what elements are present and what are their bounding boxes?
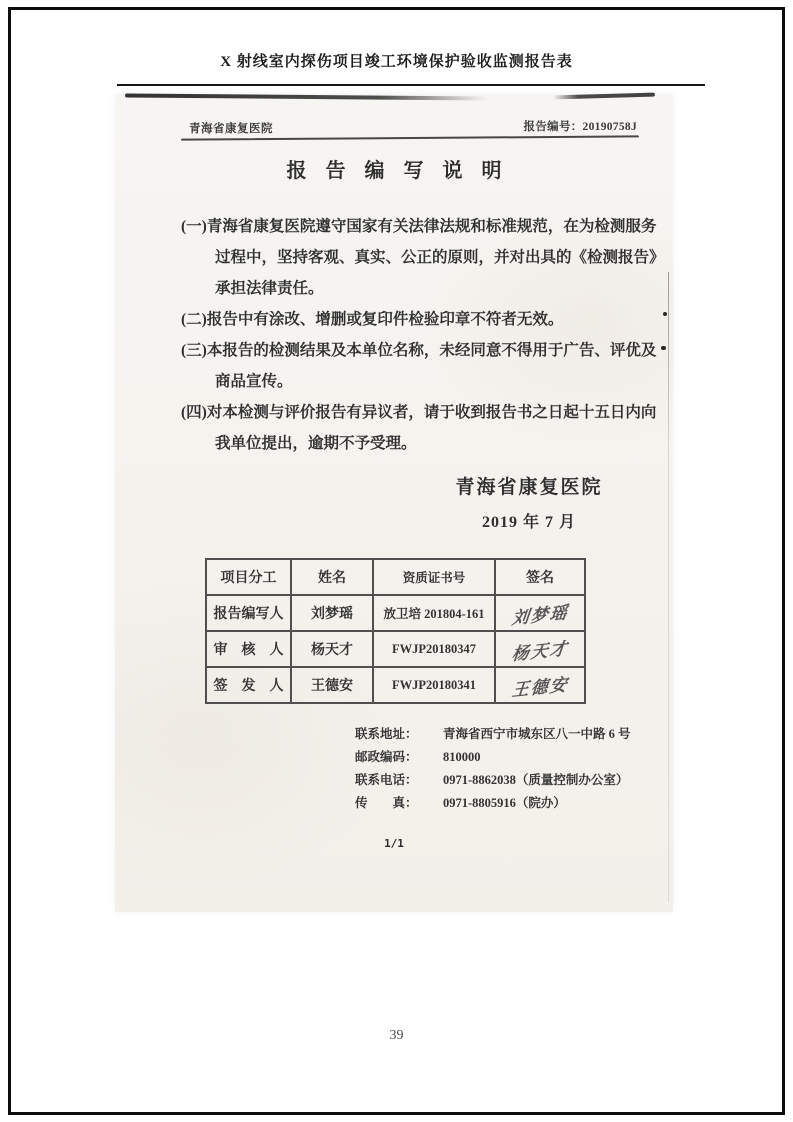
cell-signature — [495, 595, 585, 631]
contact-value: 0971-8862038（质量控制办公室） — [443, 773, 629, 787]
signature-table — [205, 558, 586, 704]
cell-cert: FWJP20180341 — [373, 667, 495, 703]
report-notes-paragraphs — [181, 211, 667, 459]
table-row — [206, 667, 585, 703]
paragraph-2: (二)报告中有涂改、增删或复印件检验印章不符者无效。 — [181, 311, 564, 328]
scan-edge-artifact — [553, 93, 655, 100]
document-page-number: 39 — [389, 1028, 404, 1043]
scan-header-divider — [181, 135, 639, 140]
header-role: 项目分工 — [206, 559, 291, 595]
report-notes-title: 报 告 编 写 说 明 — [286, 160, 509, 182]
paragraph-4: (四)对本检测与评价报告有异议者，请于收到报告书之日起十五日内向我单位提出，逾期不予受理。 — [181, 404, 657, 452]
scan-page-header — [115, 118, 673, 134]
scan-edge-artifact — [668, 272, 669, 902]
handwritten-signature: 王德安 — [510, 674, 570, 700]
cell-name: 王德安 — [291, 667, 373, 703]
paragraph-3: (三)本报告的检测结果及本单位名称，未经同意不得用于广告、评优及商品宣传。 — [181, 342, 657, 390]
issuer-block — [411, 472, 647, 532]
contact-label: 传 真： — [355, 796, 418, 810]
scanned-report-page — [115, 94, 673, 912]
handwritten-signature: 刘梦瑶 — [510, 602, 570, 628]
document-header-title: X 射线室内探伤项目竣工环境保护验收监测报告表 — [220, 54, 573, 70]
header-name: 姓名 — [291, 559, 373, 595]
table-row — [206, 631, 585, 667]
contact-block — [355, 726, 631, 812]
paragraph-1: (一)青海省康复医院遵守国家有关法律法规和标准规范，在为检测服务过程中，坚持客观、真实、公正的原则，并对出具的《检测报告》承担法律责任。 — [181, 218, 665, 297]
contact-label: 联系电话： — [355, 773, 418, 787]
cell-name: 杨天才 — [291, 631, 373, 667]
scan-page-indicator: 1/1 — [384, 837, 404, 850]
table-row — [206, 595, 585, 631]
cell-role: 签 发 人 — [206, 667, 291, 703]
cell-role: 审 核 人 — [206, 631, 291, 667]
hospital-name: 青海省康复医院 — [189, 123, 273, 135]
cell-name: 刘梦瑶 — [291, 595, 373, 631]
report-number: 报告编号：20190758J — [523, 121, 637, 133]
table-header-row — [206, 559, 585, 595]
contact-value: 810000 — [443, 750, 481, 764]
cell-signature — [495, 631, 585, 667]
handwritten-signature: 杨天才 — [510, 638, 570, 664]
cell-cert: FWJP20180347 — [373, 631, 495, 667]
contact-value: 0971-8805916（院办） — [443, 796, 566, 810]
scan-edge-artifact — [125, 93, 487, 100]
issuer-org-name: 青海省康复医院 — [455, 477, 603, 498]
header-divider — [117, 84, 705, 86]
contact-label: 邮政编码： — [355, 750, 418, 764]
cell-signature — [495, 667, 585, 703]
contact-value: 青海省西宁市城东区八一中路 6 号 — [443, 727, 631, 741]
contact-label: 联系地址： — [355, 727, 418, 741]
header-cert: 资质证书号 — [373, 559, 495, 595]
cell-cert: 放卫培 201804-161 — [373, 595, 495, 631]
issuer-date: 2019 年 7 月 — [481, 514, 576, 531]
header-signature: 签名 — [495, 559, 585, 595]
cell-role: 报告编写人 — [206, 595, 291, 631]
